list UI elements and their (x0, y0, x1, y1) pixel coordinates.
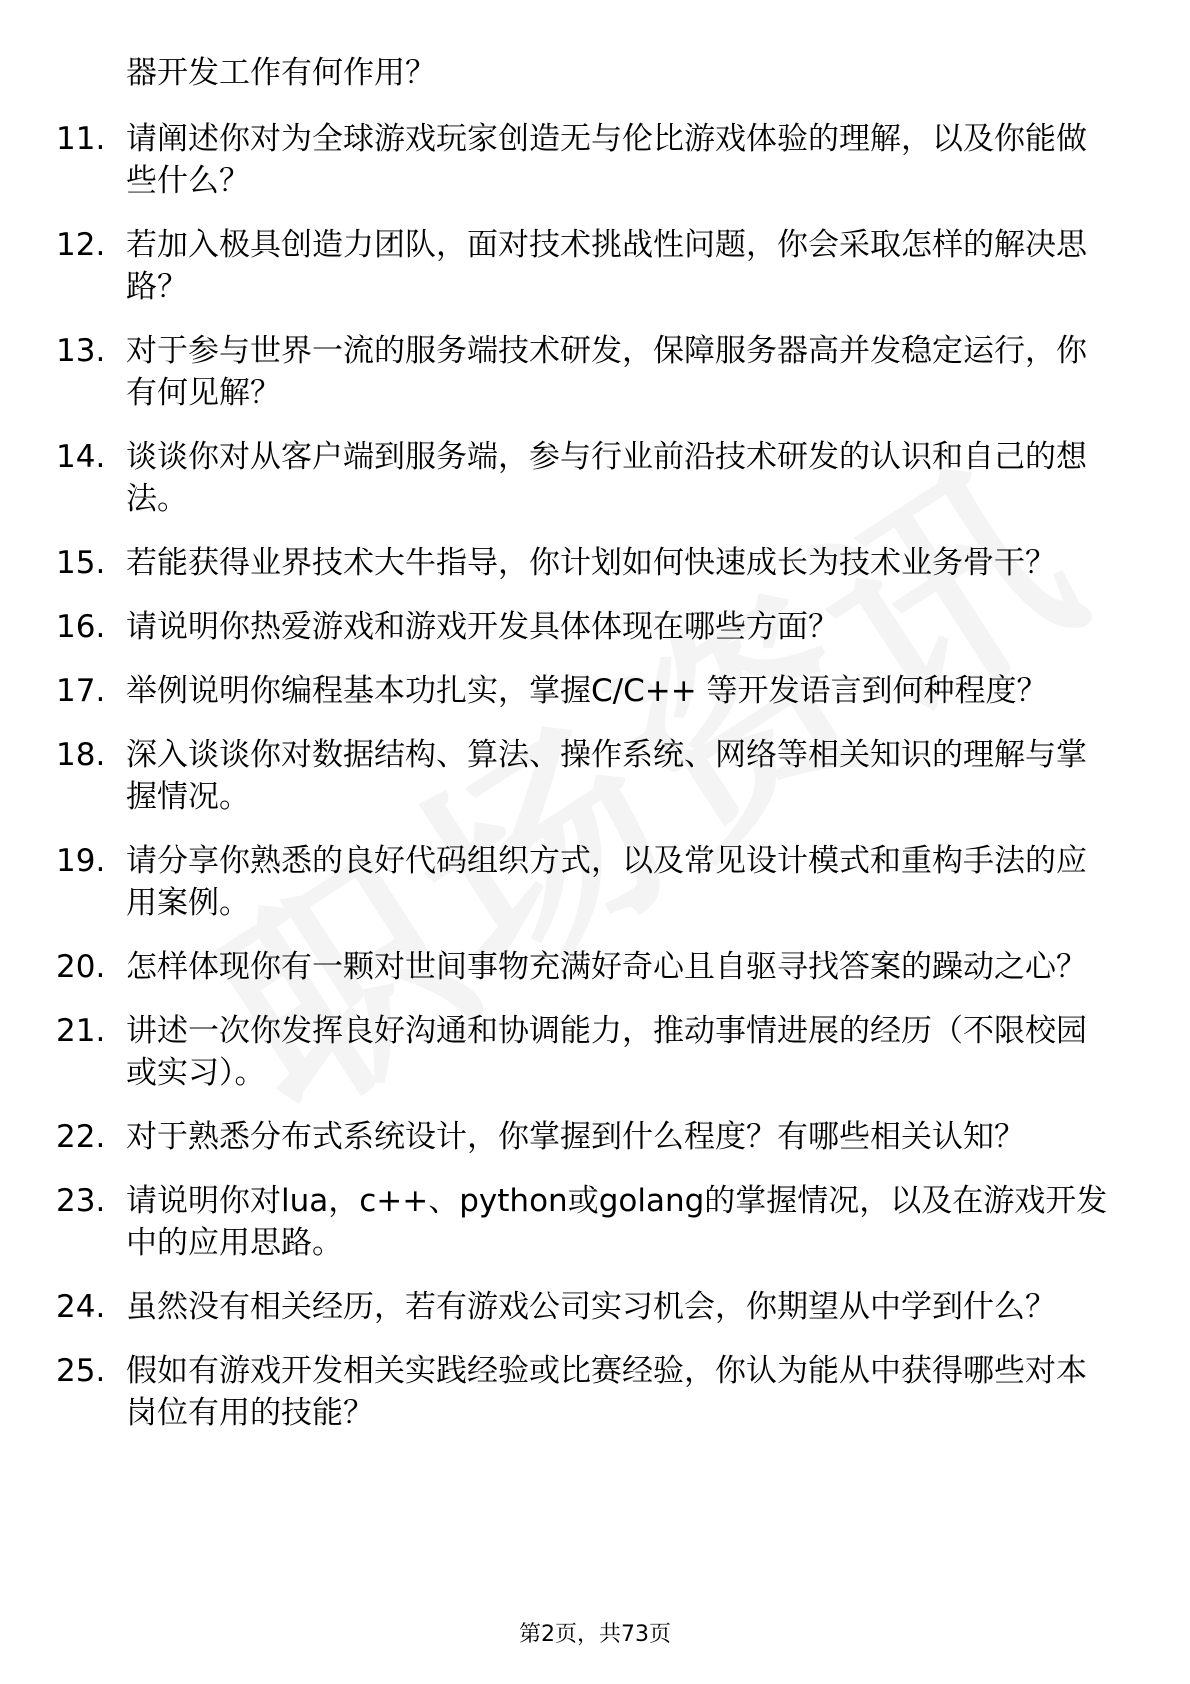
question-number: 17. (56, 673, 106, 709)
question-number: 18. (56, 737, 106, 773)
question-number: 13. (56, 333, 106, 369)
question-text: 怎样体现你有一颗对世间事物充满好奇心且自驱寻找答案的躁动之心？ (126, 949, 1087, 985)
question-item (0, 436, 1116, 520)
question-item (0, 734, 1116, 818)
question-text: 对于熟悉分布式系统设计，你掌握到什么程度？有哪些相关认知？ (126, 1119, 1025, 1155)
question-item (0, 840, 1116, 924)
question-number: 15. (56, 545, 106, 581)
page-footer: 第2页，共73页 (519, 1622, 671, 1647)
question-text: 请说明你热爱游戏和游戏开发具体体现在哪些方面？ (126, 609, 839, 645)
question-number: 23. (56, 1183, 106, 1219)
question-continuation-text: 器开发工作有何作用？ (126, 55, 436, 91)
question-item (0, 224, 1116, 308)
question-item (0, 542, 1116, 584)
question-list (0, 118, 1190, 1456)
question-number: 11. (56, 121, 106, 157)
question-number: 24. (56, 1289, 106, 1325)
question-item (0, 1116, 1116, 1158)
question-text: 假如有游戏开发相关实践经验或比赛经验，你认为能从中获得哪些对本岗位有用的技能？ (126, 1353, 1087, 1431)
question-text: 举例说明你编程基本功扎实，掌握C/C++ 等开发语言到何种程度？ (126, 673, 1048, 709)
question-item (0, 1286, 1116, 1328)
question-item (0, 1180, 1116, 1264)
question-number: 19. (56, 843, 106, 879)
question-item (0, 670, 1116, 712)
question-text: 讲述一次你发挥良好沟通和协调能力，推动事情进展的经历（不限校园或实习）。 (126, 1013, 1087, 1091)
question-number: 22. (56, 1119, 106, 1155)
question-item (0, 946, 1116, 988)
question-text: 请说明你对lua，c++、python或golang的掌握情况，以及在游戏开发中的应用思路。 (126, 1183, 1108, 1261)
question-number: 20. (56, 949, 106, 985)
question-text: 深入谈谈你对数据结构、算法、操作系统、网络等相关知识的理解与掌握情况。 (126, 737, 1087, 815)
question-item (0, 606, 1116, 648)
question-text: 虽然没有相关经历，若有游戏公司实习机会，你期望从中学到什么？ (126, 1289, 1056, 1325)
question-text: 对于参与世界一流的服务端技术研发，保障服务器高并发稳定运行，你有何见解？ (126, 333, 1087, 411)
question-text: 若加入极具创造力团队，面对技术挑战性问题，你会采取怎样的解决思路？ (126, 227, 1087, 305)
question-text: 若能获得业界技术大牛指导，你计划如何快速成长为技术业务骨干？ (126, 545, 1056, 581)
question-number: 21. (56, 1013, 106, 1049)
question-text: 谈谈你对从客户端到服务端，参与行业前沿技术研发的认识和自己的想法。 (126, 439, 1087, 517)
question-number: 14. (56, 439, 106, 475)
question-item (0, 1010, 1116, 1094)
question-number: 16. (56, 609, 106, 645)
question-number: 25. (56, 1353, 106, 1389)
question-text: 请阐述你对为全球游戏玩家创造无与伦比游戏体验的理解，以及你能做些什么？ (126, 121, 1087, 199)
question-item (0, 118, 1116, 202)
question-item (0, 1350, 1116, 1434)
question-number: 12. (56, 227, 106, 263)
question-text: 请分享你熟悉的良好代码组织方式，以及常见设计模式和重构手法的应用案例。 (126, 843, 1087, 921)
question-item (0, 330, 1116, 414)
